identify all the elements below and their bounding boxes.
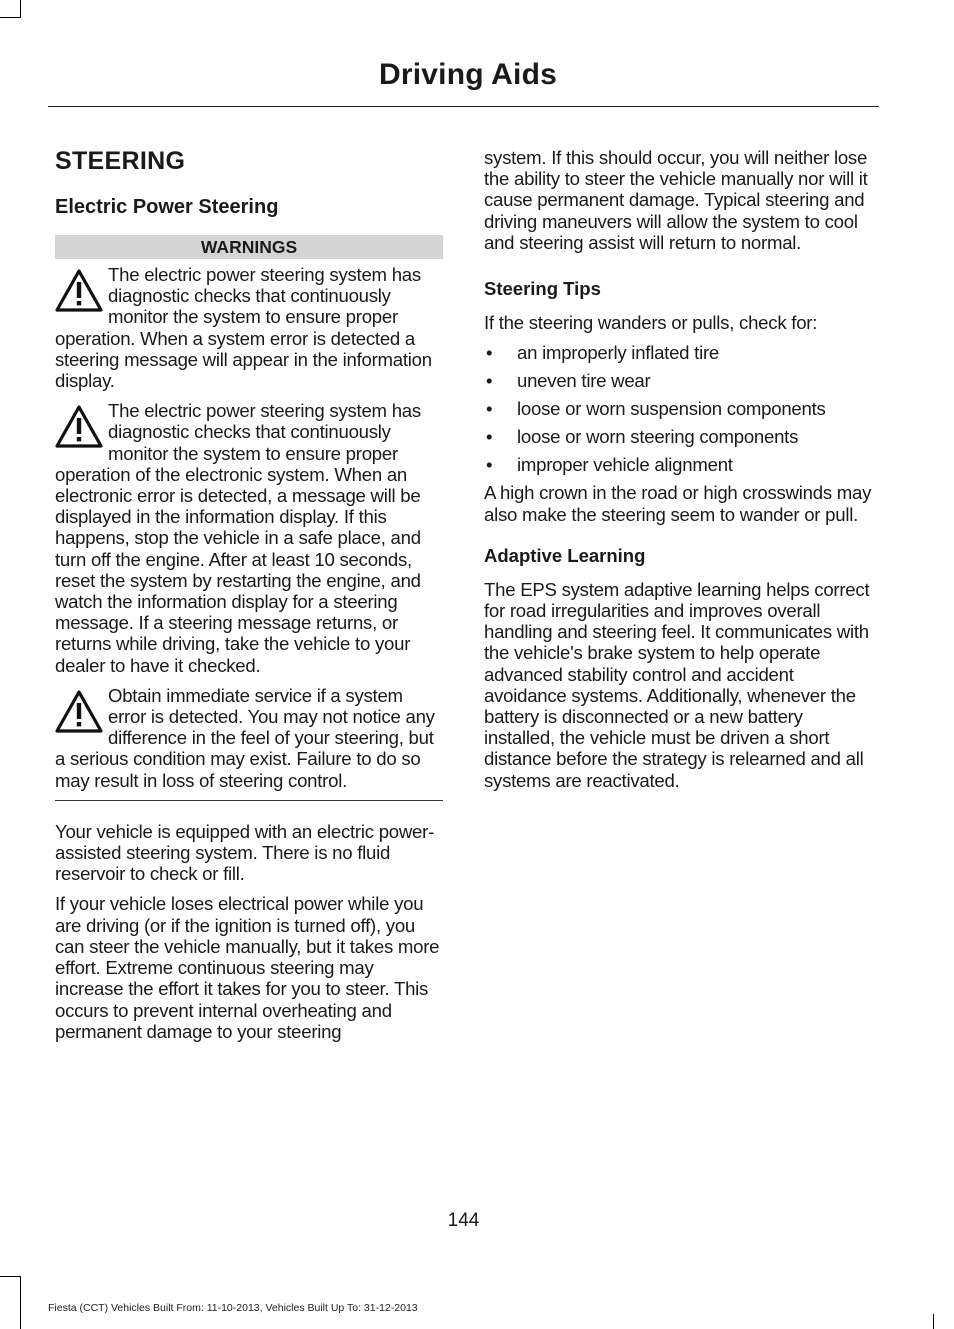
crop-mark-bottom-left-h <box>0 1276 20 1277</box>
bullet-icon: • <box>486 398 493 420</box>
header-rule <box>48 106 879 107</box>
crop-mark-top-left-h <box>0 17 20 18</box>
list-item <box>484 398 874 419</box>
steering-tips-list <box>484 342 874 475</box>
right-column <box>484 147 874 800</box>
list-item-text: uneven tire wear <box>517 370 651 392</box>
warning-text: The electric power steering system has diagnostic checks that continuously monitor the system to ensure proper operation of the electronic system. When an electronic error is detected, a message will be displayed in the information display. If this happens, stop the vehicle in a safe place, and turn off the engine. After at least 10 seconds, reset the system by restarting the engine, and watch the information display for a steering message. If a steering message returns, or returns while driving, take the vehicle to your dealer to have it checked. <box>55 400 421 676</box>
bullet-icon: • <box>486 342 493 364</box>
list-item-text: an improperly inflated tire <box>517 342 720 364</box>
crop-mark-bottom-left-v <box>20 1276 21 1329</box>
warning-triangle-icon <box>54 689 104 735</box>
list-item <box>484 370 874 391</box>
warnings-end-rule <box>55 800 443 801</box>
section-title: STEERING <box>55 147 186 175</box>
left-column <box>55 140 443 1051</box>
adaptive-learning-title: Adaptive Learning <box>484 544 646 566</box>
list-item-text: loose or worn steering components <box>517 426 799 448</box>
list-item-text: improper vehicle alignment <box>517 454 733 476</box>
steering-tips-note: A high crown in the road or high crosswinds may also make the steering seem to wander or pull. <box>484 482 872 525</box>
bullet-icon: • <box>486 370 493 392</box>
list-item <box>484 342 874 363</box>
bullet-icon: • <box>486 454 493 476</box>
warning-block <box>55 685 443 791</box>
adaptive-learning-text: The EPS system adaptive learning helps correct for road irregularities and improves overall handling and steering feel. It communicates with the vehicle's brake system to help operate advanced stability control and accident avoidance systems. Additionally, whenever the battery is disconnected or a new battery installed, the vehicle must be driven a short distance before the strategy is relearned and all systems are reactivated. <box>484 578 870 791</box>
steering-tips-title: Steering Tips <box>484 278 601 300</box>
continuation-paragraph: system. If this should occur, you will neither lose the ability to steer the vehicle manually nor will it cause permanent damage. Typical steering and driving maneuvers will allow the system to cool and steering assist will return to normal. <box>484 147 868 253</box>
warning-block <box>55 264 443 391</box>
list-item-text: loose or worn suspension components <box>517 398 826 420</box>
bullet-icon: • <box>486 426 493 448</box>
warning-block <box>55 400 443 676</box>
crop-mark-bottom-right-v <box>933 1314 934 1329</box>
list-item <box>484 454 874 475</box>
warning-text: Obtain immediate service if a system error is detected. You may not notice any difference in the feel of your steering, but a serious condition may exist. Failure to do so may result in loss of steering control. <box>55 684 435 791</box>
steering-tips-intro: If the steering wanders or pulls, check for: <box>484 312 818 334</box>
warning-text: The electric power steering system has diagnostic checks that continuously monitor the system to ensure proper operation. When a system error is detected a steering message will appear in the information display. <box>55 264 432 392</box>
crop-mark-top-left-v <box>20 0 21 18</box>
body-paragraph: If your vehicle loses electrical power while you are driving (or if the ignition is turned off), you can steer the vehicle manually, but it takes more effort. Extreme continuous steering may increase the effort it takes for you to steer. This occurs to prevent internal overheating and permanent damage to your steering <box>55 893 440 1042</box>
footer-text: Fiesta (CCT) Vehicles Built From: 11-10-2013, Vehicles Built Up To: 31-12-2013 <box>48 1302 418 1314</box>
subsection-title: Electric Power Steering <box>55 196 279 218</box>
body-paragraph: Your vehicle is equipped with an electric power-assisted steering system. There is no fluid reservoir to check or fill. <box>55 820 435 885</box>
warnings-header: WARNINGS <box>55 235 443 259</box>
list-item <box>484 426 874 447</box>
page-header-title: Driving Aids <box>379 58 557 91</box>
page-number: 144 <box>447 1210 480 1231</box>
warning-triangle-icon <box>54 268 104 314</box>
warning-triangle-icon <box>54 404 104 450</box>
